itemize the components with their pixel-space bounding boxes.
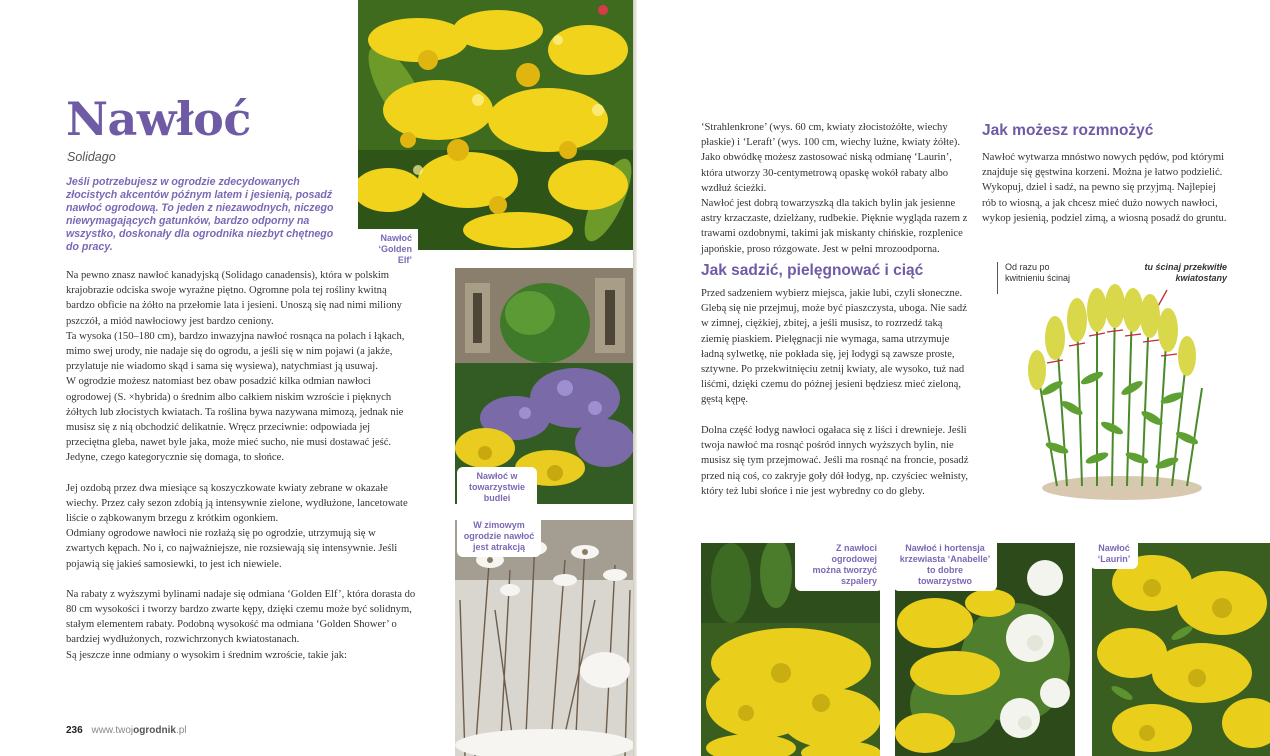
pruning-illustration	[997, 258, 1247, 518]
paragraph: Jej ozdobą przez dwa miesiące są koszyczkowate kwiaty zebrane w okazałe wiechy. Przez cały sezon zdobią ją intensywnie zielone, wydłużone, lancetowate liście o ząbkowanym brzegu z krótkim ogonkiem.	[66, 482, 408, 525]
right-body-text-top	[701, 120, 971, 257]
page-number: 236	[66, 725, 83, 736]
caption-budleja: Nawłoć w towarzystwie budlei	[457, 467, 537, 508]
heading-planting: Jak sadzić, pielęgnować i ciąć	[701, 262, 924, 279]
propagation-text	[982, 150, 1232, 226]
caption-laurin: Nawłoć ‘Laurin’	[1090, 539, 1138, 569]
left-body-text	[66, 268, 416, 663]
paragraph: Na pewno znasz nawłoć kanadyjską (Solidago canadensis), która w polskim krajobrazie odciska swoje wyraźne piętno. Ogromne pola tej rośliny kwitną bardzo obficie na żółto na przełomie lata i jesieni. Unoszą się nad nimi miliony pszczół, a miód nawłociowy jest bardzo ceniony.	[66, 270, 402, 327]
photo-laurin	[1092, 543, 1270, 756]
left-page	[0, 0, 633, 756]
paragraph: Nawłoć jest dobrą towarzyszką dla takich bylin jak jesienne astry krzaczaste, dzielżany, rudbekie. Pięknie wygląda razem z trawami ozdobnymi, takimi jak miskanty chińskie, rozplenice japońskie, proso rózgowate. Jest w pełni mrozoodporna.	[701, 198, 968, 255]
page-title: Nawłoć	[66, 92, 251, 146]
planting-text-2	[701, 423, 973, 499]
paragraph: ‘Strahlenkrone’ (wys. 60 cm, kwiaty złocistożółte, wiechy płaskie) i ‘Leraft’ (wys. 100 cm, wiechy luźne, kwiaty żółte). Jako obwódkę możesz zastosować niską odmianę ‘Laurin’, która utworzy 30-centymetrową opaskę wokół rabaty albo wzdłuż ścieżki.	[701, 122, 960, 194]
right-page	[637, 0, 1270, 756]
caption-anabelle: Nawłoć i hortensja krzewiasta ‘Anabelle’ to dobre towarzystwo	[893, 539, 997, 591]
paragraph: W ogrodzie możesz natomiast bez obaw posadzić kilka odmian nawłoci ogrodowej (S. ×hybrida) o średnim albo całkiem niskim wzroście i pięknych żółtych lub złocistych kwiatach. Ta roślina bywa nazywana mimozą, jednak nie musisz się z nią obchodzić delikatnie. Wręcz przeciwnie: odpowiada jej przeciętna gleba, nawet byle jaka, może mieć sucho, nie musi dostawać jeść. Jedyne, czego kategorycznie się domaga, to słońce.	[66, 376, 404, 464]
caption-golden-elf: Nawłoć ‘Golden Elf’	[358, 229, 418, 270]
latin-name: Solidago	[67, 150, 116, 164]
page-footer	[66, 725, 187, 736]
website-link[interactable]: www.twojogrodnik.pl	[91, 725, 187, 736]
illustration-label-left: Od razu po kwitnieniu ścinaj	[1005, 262, 1071, 283]
caption-szpalery: Z nawłoci ogrodowej można tworzyć szpalery	[795, 539, 883, 591]
paragraph: Są jeszcze inne odmiany o wysokim i średnim wzroście, takie jak:	[66, 649, 347, 661]
heading-propagation: Jak możesz rozmnożyć	[982, 122, 1154, 139]
photo-golden-elf	[358, 0, 633, 250]
planting-text	[701, 286, 973, 408]
caption-winter: W zimowym ogrodzie nawłoć jest atrakcją	[457, 516, 541, 557]
paragraph: Dolna część łodyg nawłoci ogałaca się z liści i drewnieje. Jeśli twoja nawłoć ma rosnąć pośród innych wyższych bylin, nie musisz się tym przejmować. Jeśli ma rosnąć na froncie, posadź przed nią coś, co zakryje goły dół łodyg, np. czyściec wełnisty, który też lubi słońce i nie jest wybredny co do gleby.	[701, 425, 969, 497]
paragraph: Na rabaty z wyższymi bylinami nadaje się odmiana ‘Golden Elf’, która dorasta do 80 cm wysokości i tworzy bardzo zwarte kępy, dzięki czemu może być solidnym, stałym elementem rabaty. Podobną wysokość ma odmiana ‘Golden Shower’ o bardziej wydłużonych, rozwichrzonych kwiatostanach.	[66, 588, 416, 646]
paragraph: Przed sadzeniem wybierz miejsca, jakie lubi, czyli słoneczne. Glebą się nie przejmuj, może być piaszczysta, uboga. Nie sadź w zimnej, ciężkiej, zbitej, a jeśli musisz, to rozrzedź taką ziemię piaskiem. Pielęgnacji nie wymaga, sama utrzymuje ładną sylwetkę, nie pokłada się, jej łodygi są zawsze proste, sztywne. Po przekwitnięciu zetnij kwiaty, ale wysoko, tuż nad liśćmi, dzięki czemu do późnej jesieni będziesz mieć zieloną, gęstą kępę.	[701, 288, 967, 406]
lead-paragraph: Jeśli potrzebujesz w ogrodzie zdecydowanych złocistych akcentów późnym latem i jesienią, posadź nawłoć ogrodową. To jeden z niezawodnych, niczego niewymagających gatunków, bardzo odporny na wszystko, doskonały dla ogrodnika niezbyt chętnego do pracy.	[66, 176, 334, 253]
illustration-label-right: tu ścinaj przekwitłe kwiatostany	[1144, 262, 1227, 283]
paragraph: Ta wysoka (150–180 cm), bardzo inwazyjna nawłoć rosnąca na polach i łąkach, mimo swej urody, nie nadaje się do ogrodu, a jeśli się w nim pojawi (a jakże, przylatuje nie wiadomo skąd i sama się wysiewa), natychmiast ją usuwaj.	[66, 330, 405, 373]
paragraph: Odmiany ogrodowe nawłoci nie rozłażą się po ogrodzie, utrzymują się w zwartych kępach. No i, co najważniejsze, nie rozsiewają się intensywnie. Jeśli pojawią się jakieś samosiewki, to jest ich niewiele.	[66, 528, 398, 570]
paragraph: Nawłoć wytwarza mnóstwo nowych pędów, pod którymi znajduje się gęstwina korzeni. Można je łatwo podzielić. Wykopuj, dziel i sadź, na pewno się przyjmą. Najlepiej rób to wiosną, a jak chcesz mieć dużo nowych nawłoci, wykop jesienią, podziel zimą, a wiosną posadź do gruntu.	[982, 152, 1227, 224]
